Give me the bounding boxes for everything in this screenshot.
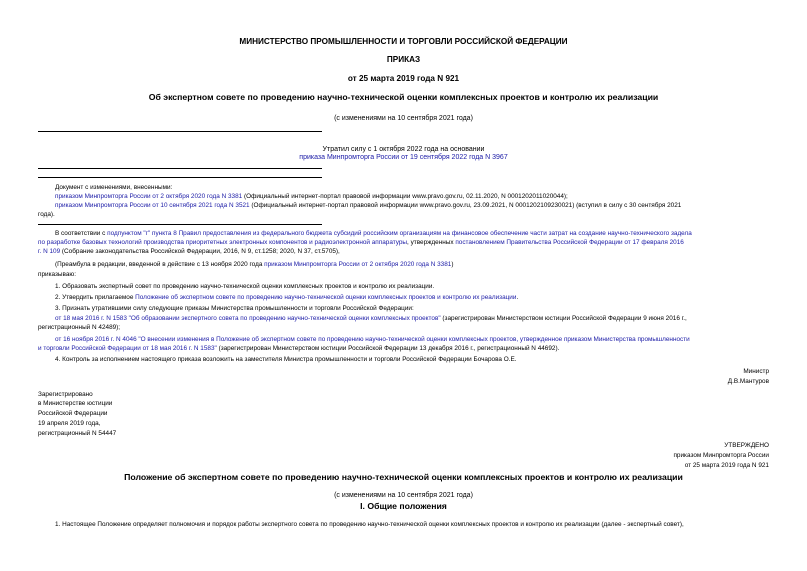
repealed-order-link[interactable]: от 16 ноября 2016 г. N 4046 "О внесении изменения в Положение об экспертном совете по проведению научно-технической оценки комплексных проектов, утвержденное приказом Министерства промышленности — [55, 336, 690, 343]
regulation-title: Положение об экспертном совете по проведению научно-технической оценки комплексных проектов и контролю их реализации — [124, 472, 683, 482]
changes-note: (с изменениями на 10 сентября 2021 года) — [334, 115, 473, 122]
change-item-tail: года). — [38, 211, 55, 218]
ministry-heading: МИНИСТЕРСТВО ПРОМЫШЛЕННОСТИ И ТОРГОВЛИ РОССИЙСКОЙ ФЕДЕРАЦИИ — [239, 37, 568, 46]
preamble-line: по разработке базовых технологий производства приоритетных электронных компонентов и радиоэлектронной аппаратуры, утвержденных постановлением Правительства Российской Федерации от 17 февраля 2016 — [38, 239, 684, 246]
item-3b-tail: и торговли Российской Федерации от 18 мая 2016 г. N 1583" (зарегистрирован Министерством юстиции Российской Федерации 13 декабря 2016 г., регистрационный N 44692). — [38, 345, 560, 352]
approved-line: от 25 марта 2019 года N 921 — [684, 462, 769, 469]
document-title: Об экспертном совете по проведению научно-технической оценки комплексных проектов и контролю их реализации — [148, 92, 659, 102]
item-1: 1. Образовать экспертный совет по проведению научно-технической оценки комплексных проектов и контролю их реализации. — [55, 283, 435, 290]
item-3: 3. Признать утратившими силу следующие приказы Министерства промышленности и торговли Российской Федерации: — [55, 305, 414, 312]
item-3b — [55, 336, 690, 343]
section-heading: I. Общие положения — [360, 501, 447, 511]
registration-line: регистрационный N 54447 — [38, 430, 117, 437]
signature-name: Д.В.Мантуров — [727, 378, 769, 385]
regulation-paragraph-1: 1. Настоящее Положение определяет полномочия и порядок работы экспертного совета по проведению научно-технической оценки комплексных проектов и контролю их реализации (далее - экспертный совет), — [55, 521, 684, 528]
item-3a: от 18 мая 2016 г. N 1583 "Об образовании экспертного совета по проведению научно-технической оценки комплексных проектов" (зарегистрирован Министерством юстиции Российской Федерации 9 июня 2016 г., — [55, 315, 687, 322]
document-type: ПРИКАЗ — [386, 55, 421, 64]
repealed-order-link[interactable]: и торговли Российской Федерации от 18 мая 2016 г. N 1583" — [38, 345, 217, 352]
change-link[interactable]: приказом Минпромторга России от 10 сентября 2021 года N 3521 — [55, 202, 250, 209]
divider — [38, 168, 322, 169]
divider — [38, 177, 322, 178]
registration-line: Российской Федерации — [38, 410, 108, 417]
preamble-line: г. N 109 (Собрание законодательства Российской Федерации, 2016, N 9, ст.1258; 2020, N 37, ст.5705), — [38, 248, 340, 255]
government-resolution-link[interactable]: г. N 109 — [38, 248, 61, 255]
preamble-edit-note: (Преамбула в редакции, введенной в действие с 13 ноября 2020 года приказом Минпромторга России от 2 октября 2020 года N 3381) — [55, 261, 454, 268]
regulation-changes: (с изменениями на 10 сентября 2021 года) — [334, 492, 473, 499]
divider — [38, 131, 322, 132]
divider — [38, 224, 322, 225]
registration-line: в Министерстве юстиции — [38, 400, 113, 407]
preamble-line: В соответствии с подпунктом "г" пункта 8 Правил предоставления из федерального бюджета субсидий российским организациям на финансовое обеспечение части затрат на создание научно-технического задела — [55, 230, 692, 237]
lost-force-link[interactable]: приказа Минпромторга России от 19 сентября 2022 года N 3967 — [299, 154, 508, 161]
item-3a-tail: регистрационный N 42489); — [38, 324, 121, 331]
approved-stamp: УТВЕРЖДЕНО — [724, 442, 769, 449]
order-word: приказываю: — [38, 271, 76, 278]
document-date-number: от 25 марта 2019 года N 921 — [347, 74, 460, 83]
lost-force-notice: Утратил силу с 1 октября 2022 года на основании — [322, 146, 485, 153]
signature-title: Министр — [743, 368, 769, 375]
registration-line: Зарегистрировано — [38, 391, 93, 398]
government-resolution-link[interactable]: постановлением Правительства Российской Федерации от 17 февраля 2016 — [455, 239, 684, 246]
change-item: приказом Минпромторга России от 10 сентября 2021 года N 3521 (Официальный интернет-портал правовой информации www.pravo.gov.ru, 23.09.2021, N 0001202109230021) (вступил в силу с 30 сентября 2021 — [55, 202, 682, 209]
item-2: 2. Утвердить прилагаемое Положение об экспертном совете по проведению научно-технической оценки комплексных проектов и контролю их реализации. — [55, 294, 519, 301]
registration-line: 19 апреля 2019 года, — [38, 420, 101, 427]
item-4: 4. Контроль за исполнением настоящего приказа возложить на заместителя Министра промышленности и торговли Российской Федерации Бочарова О.Е. — [55, 356, 517, 363]
changes-intro: Документ с изменениями, внесенными: — [55, 184, 173, 191]
repealed-order-link[interactable]: от 18 мая 2016 г. N 1583 "Об образовании экспертного совета по проведению научно-технической оценки комплексных проектов" — [55, 315, 441, 322]
change-item: приказом Минпромторга России от 2 октября 2020 года N 3381 (Официальный интернет-портал правовой информации www.pravo.gov.ru, 02.11.2020, N 0001202011020044); — [55, 193, 568, 200]
regulation-link[interactable]: Положение об экспертном совете по проведению научно-технической оценки комплексных проектов и контролю их реализации — [135, 294, 517, 301]
rules-link[interactable]: подпунктом "г" пункта 8 Правил предоставления из федерального бюджета субсидий российским организациям на финансовое обеспечение части затрат на создание научно-технического задела — [107, 230, 692, 237]
edit-order-link[interactable]: приказом Минпромторга России от 2 октября 2020 года N 3381 — [264, 261, 452, 268]
change-link[interactable]: приказом Минпромторга России от 2 октября 2020 года N 3381 — [55, 193, 243, 200]
rules-link[interactable]: по разработке базовых технологий производства приоритетных электронных компонентов и радиоэлектронной аппаратуры — [38, 239, 408, 246]
approved-line: приказом Минпромторга России — [673, 452, 769, 459]
